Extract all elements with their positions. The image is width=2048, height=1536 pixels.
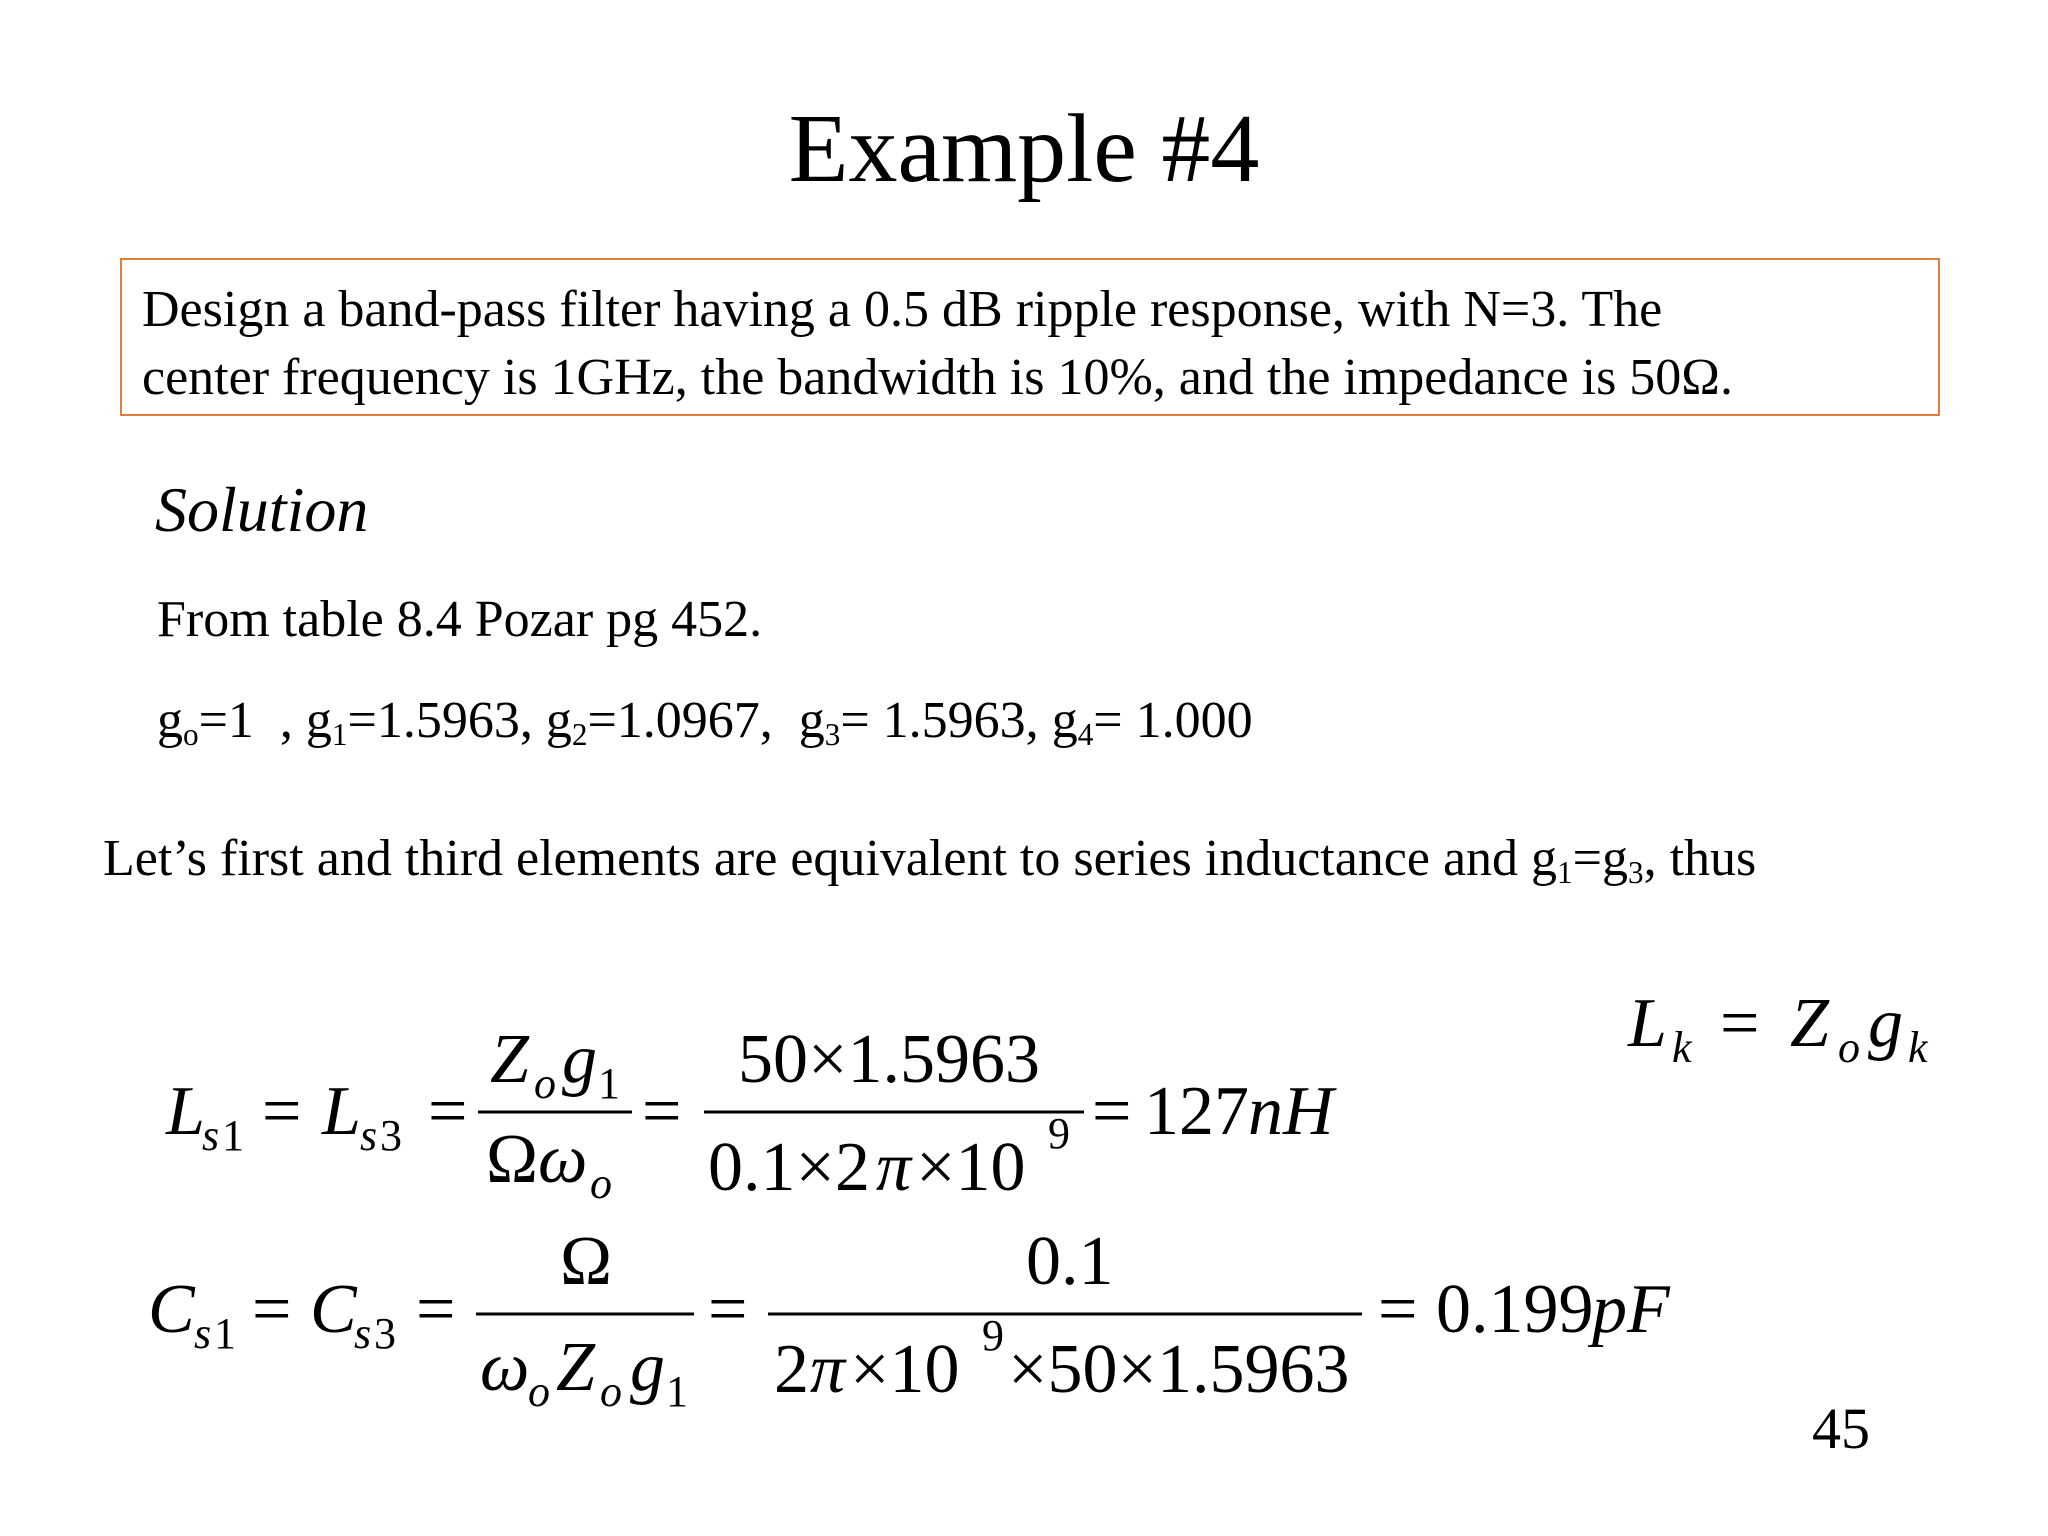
g3-value: = 1.5963,	[840, 692, 1052, 749]
cap-den-1: 1	[666, 1367, 688, 1416]
cap-den-Z: Z	[556, 1329, 595, 1406]
ind-exp: 9	[1048, 1109, 1070, 1158]
g4-sub: 4	[1077, 716, 1094, 752]
cap-den2c: ×50×1.5963	[1008, 1331, 1350, 1408]
cap-exp: 9	[982, 1311, 1004, 1360]
problem-line-1: Design a band-pass filter having a 0.5 dB ripple response, with N=3. The	[142, 281, 1663, 338]
ind-num2: 50×1.5963	[738, 1021, 1040, 1098]
cap-C2: C	[310, 1271, 357, 1348]
ind-den-o: o	[590, 1159, 612, 1208]
lk-formula	[1627, 985, 1929, 1072]
cap-den-o2: o	[600, 1367, 622, 1416]
lets-text: Let’s first and third elements are equivalent to series inductance and g	[103, 830, 1558, 887]
cap-s1: s	[194, 1309, 212, 1358]
ind-eq3: =	[642, 1073, 682, 1150]
g1-sub: 1	[331, 716, 348, 752]
g0-sub: o	[183, 716, 199, 752]
cap-den-omega: ω	[480, 1329, 530, 1406]
ind-L1: L	[166, 1073, 205, 1150]
ind-den2b: ×10	[916, 1129, 1026, 1206]
cap-3: 3	[374, 1309, 396, 1358]
ind-eq4: =	[1092, 1073, 1132, 1150]
g3-sub: 3	[824, 716, 841, 752]
ind-s2: s	[360, 1111, 378, 1160]
cap-eq3: =	[708, 1271, 748, 1348]
ind-num-Z: Z	[490, 1021, 529, 1098]
solution-heading: Solution	[155, 474, 369, 545]
lk-g: g	[1868, 985, 1903, 1062]
cap-den-o: o	[528, 1367, 550, 1416]
cap-s2: s	[354, 1309, 372, 1358]
g4-symbol: g	[1051, 692, 1078, 749]
cap-eq2: =	[416, 1271, 456, 1348]
page-number: 45	[1812, 1396, 1870, 1461]
lets-equals: =g	[1572, 830, 1628, 887]
g1-symbol: g	[305, 692, 332, 749]
ind-1: 1	[222, 1111, 244, 1160]
ind-unit: nH	[1248, 1073, 1334, 1150]
lk-k-sub-2: k	[1908, 1023, 1928, 1072]
g4-value: = 1.000	[1093, 692, 1253, 749]
lets-sub-1: 1	[1557, 854, 1573, 890]
slide-title: Example #4	[788, 95, 1260, 203]
lk-equals: =	[1720, 985, 1760, 1062]
cap-eq4: =	[1378, 1271, 1418, 1348]
ind-num-g: g	[562, 1021, 597, 1098]
g3-symbol: g	[798, 692, 825, 749]
lets-thus: , thus	[1643, 830, 1757, 887]
cap-eq1: =	[252, 1271, 292, 1348]
cap-1: 1	[214, 1309, 236, 1358]
ind-den-omega: ω	[538, 1121, 588, 1198]
ind-eq2: =	[428, 1073, 468, 1150]
table-reference: From table 8.4 Pozar pg 452.	[157, 591, 763, 648]
g2-value: =1.0967,	[587, 692, 799, 749]
g0-symbol: g	[157, 692, 183, 749]
ind-3: 3	[380, 1111, 402, 1160]
ind-num-1: 1	[598, 1059, 620, 1108]
g2-symbol: g	[545, 692, 572, 749]
lets-sub-3: 3	[1627, 854, 1644, 890]
ind-eq1: =	[262, 1073, 302, 1150]
cap-unit: pF	[1592, 1271, 1670, 1348]
g1-value: =1.5963,	[347, 692, 546, 749]
inductance-equation	[165, 1021, 1337, 1208]
cap-den2a: 2	[774, 1331, 809, 1408]
ind-pi: π	[876, 1129, 912, 1206]
lk-Z: Z	[1790, 985, 1829, 1062]
ind-result: 127	[1144, 1073, 1249, 1150]
problem-line-2: center frequency is 1GHz, the bandwidth is 10%, and the impedance is 50Ω.	[142, 349, 1733, 406]
lk-L: L	[1628, 985, 1667, 1062]
g2-sub: 2	[571, 716, 588, 752]
cap-pi: π	[810, 1331, 846, 1408]
cap-result: 0.199	[1436, 1271, 1594, 1348]
lk-o-sub: o	[1838, 1023, 1860, 1072]
cap-num2: 0.1	[1026, 1223, 1114, 1300]
cap-den-g: g	[630, 1329, 665, 1406]
ind-den2: 0.1×2	[708, 1129, 870, 1206]
ind-L2: L	[322, 1073, 361, 1150]
ind-den-Omega: Ω	[486, 1121, 539, 1198]
ind-num-o: o	[534, 1059, 556, 1108]
lk-k-sub: k	[1672, 1023, 1692, 1072]
cap-num-Omega: Ω	[560, 1223, 613, 1300]
cap-den2b: ×10	[850, 1331, 960, 1408]
capacitance-equation	[148, 1223, 1671, 1416]
g0-value: =1 ,	[198, 692, 306, 749]
ind-s1: s	[202, 1111, 220, 1160]
cap-C1: C	[148, 1271, 195, 1348]
